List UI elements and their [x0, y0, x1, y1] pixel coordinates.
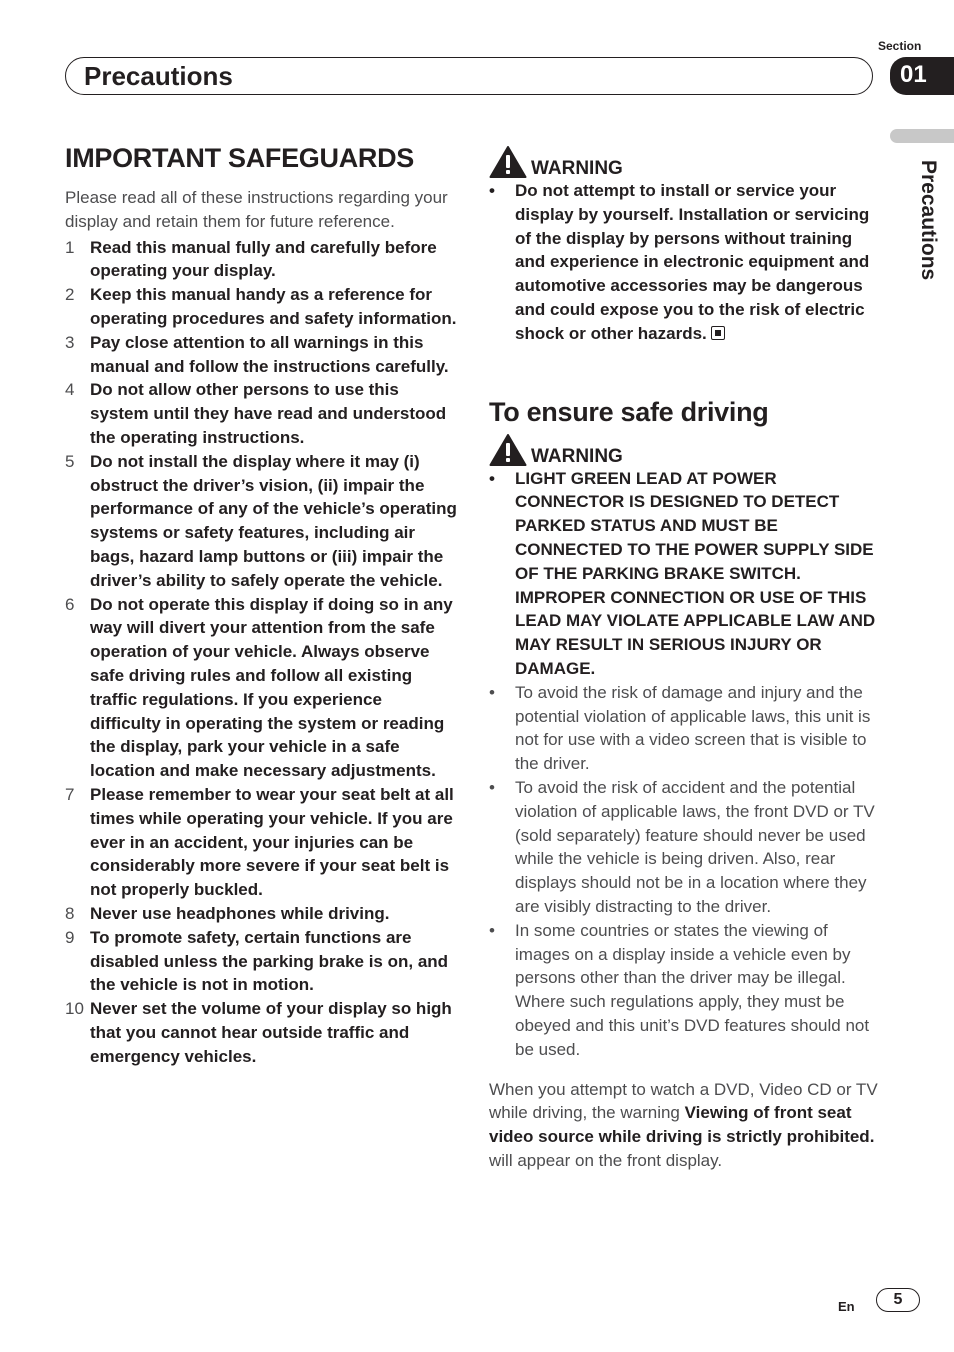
list-item: 7 Please remember to wear your seat belt at all times while operating your vehicle. If you are ever in an accident, your injuries can be considerably more severe if your seat belt is not properly buckled.: [65, 784, 454, 900]
side-tab-label: Precautions: [917, 160, 940, 281]
warning-header: [489, 146, 881, 179]
safeguards-list: [65, 236, 457, 1069]
warning-header: [489, 434, 881, 467]
warning-list: [489, 681, 881, 1062]
list-item: • In some countries or states the viewing of images on a display inside a vehicle even by persons other than the driver may be illegal. Where such regulations apply, they must be obeyed and this unit’s DVD features should not be used.: [489, 920, 870, 1059]
closing-paragraph: When you attempt to watch a DVD, Video CD or TV while driving, the warning Viewing of front seat video source while driving is strictly prohibited. will appear on the front display.: [489, 1079, 878, 1170]
list-item: • Do not attempt to install or service your display by yourself. Installation or servicing of the display by persons without training and experience in electronic equipment and automotive accessories may be dangerous and could expose you to the risk of electric shock or other hazards.: [489, 181, 870, 343]
warning-bold-list: [489, 467, 881, 681]
warning-triangle-icon: [489, 145, 527, 179]
safe-driving-heading: To ensure safe driving: [489, 396, 769, 427]
list-item: 6 Do not operate this display if doing so in any way will divert your attention from the safe operation of your vehicle. Always observe safe driving rules and follow all existing traffic regulations. If you experience difficulty in operating the system or reading the display, park your vehicle in a safe location and make necessary adjustments.: [65, 594, 453, 781]
header-bar: [65, 57, 873, 95]
warning-label: WARNING: [531, 158, 623, 179]
list-item: • LIGHT GREEN LEAD AT POWER CONNECTOR IS DESIGNED TO DETECT PARKED STATUS AND MUST BE CONNECTED TO THE POWER SUPPLY SIDE OF THE PARKING BRAKE SWITCH. IMPROPER CONNECTION OR USE OF THIS LEAD MAY VIOLATE APPLICABLE LAW AND MAY RESULT IN SERIOUS INJURY OR DAMAGE.: [489, 468, 876, 678]
warning-triangle-icon: [489, 433, 527, 467]
warning-list: [489, 179, 881, 346]
section-label: Section: [878, 39, 922, 53]
list-item: 1 Read this manual fully and carefully before operating your display.: [65, 237, 437, 281]
warning-message: Viewing of front seat video source while driving is strictly prohibited.: [489, 1103, 875, 1147]
list-item: 5 Do not install the display where it may (i) obstruct the driver’s vision, (ii) impair the performance of any of the vehicle’s operating systems or safety features, including air bags, hazard lamp buttons or (iii) impair the driver’s ability to safely operate the vehicle.: [65, 451, 457, 590]
list-item: 10 Never set the volume of your display so high that you cannot hear outside traffic and emergency vehicles.: [65, 999, 452, 1066]
page-number: 5: [876, 1288, 920, 1312]
side-tab-bar: [890, 129, 954, 143]
end-mark-icon: [711, 326, 725, 340]
language-label: En: [838, 1299, 855, 1314]
list-item: 4 Do not allow other persons to use this system until they have read and understood the operating instructions.: [65, 380, 447, 447]
important-safeguards-heading: IMPORTANT SAFEGUARDS: [65, 143, 414, 173]
page-title: Precautions: [84, 61, 233, 91]
warning-label: WARNING: [531, 445, 623, 467]
list-item: 9 To promote safety, certain functions are disabled unless the parking brake is on, and the vehicle is not in motion.: [65, 927, 449, 995]
list-item: 3 Pay close attention to all warnings in this manual and follow the instructions carefully.: [65, 332, 449, 376]
list-item: 2 Keep this manual handy as a reference for operating procedures and safety information.: [65, 285, 457, 328]
list-item: • To avoid the risk of accident and the potential violation of applicable laws, the front DVD or TV (sold separately) feature should never be used while the vehicle is being driven. Also, rear displays should not be in a location where they are visibly distracting to the driver.: [489, 777, 875, 916]
section-number-tab: 01: [890, 57, 954, 95]
list-item: 8 Never use headphones while driving.: [65, 903, 390, 923]
intro-paragraph: Please read all of these instructions regarding your display and retain them for future reference.: [65, 188, 448, 231]
list-item: • To avoid the risk of damage and injury and the potential violation of applicable laws, this unit is not for use with a video screen that is visible to the driver.: [489, 682, 871, 774]
right-column: [489, 146, 881, 1173]
left-column: [65, 139, 457, 1068]
